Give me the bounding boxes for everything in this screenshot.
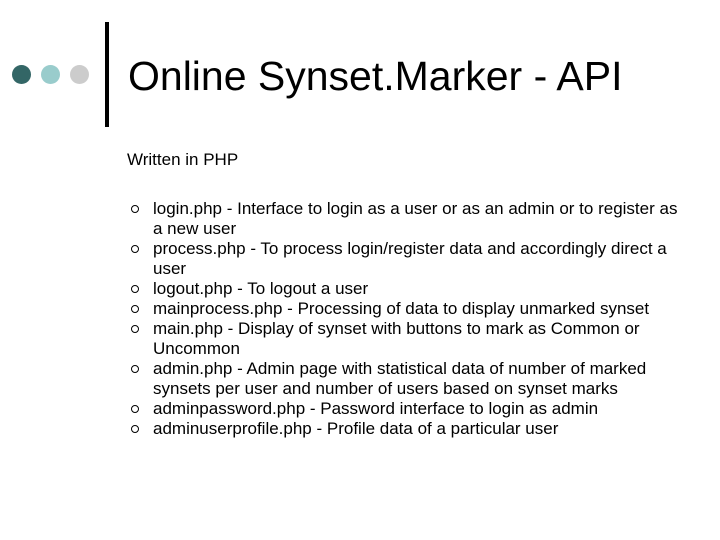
list-item [131, 279, 691, 299]
title-divider-line [105, 22, 109, 127]
list-item [131, 399, 691, 419]
list-item-text: adminpassword.php - Password interface to login as admin [153, 399, 599, 418]
slide-title: Online Synset.Marker - API [128, 53, 623, 99]
list-item-text: admin.php - Admin page with statistical data of number of marked synsets per user and number of users based on synset marks [153, 359, 647, 398]
bullet-circle-icon [131, 365, 139, 373]
decorative-dot-light [41, 65, 60, 84]
bullet-circle-icon [131, 305, 139, 313]
list-item [131, 359, 691, 399]
list-item-text: logout.php - To logout a user [153, 279, 369, 298]
decorative-dot-dark [12, 65, 31, 84]
bullet-circle-icon [131, 245, 139, 253]
list-item-text: main.php - Display of synset with buttons to mark as Common or Uncommon [153, 319, 640, 358]
list-item-text: process.php - To process login/register data and accordingly direct a user [153, 239, 667, 278]
list-item [131, 239, 691, 279]
bullet-circle-icon [131, 285, 139, 293]
bullet-circle-icon [131, 405, 139, 413]
list-item-text: adminuserprofile.php - Profile data of a particular user [153, 419, 559, 438]
list-item [131, 199, 691, 239]
bullet-circle-icon [131, 425, 139, 433]
list-item [131, 319, 691, 359]
bullet-list [131, 199, 691, 439]
list-item [131, 419, 691, 439]
list-item-text: login.php - Interface to login as a user or as an admin or to register as a new user [153, 199, 678, 238]
bullet-circle-icon [131, 205, 139, 213]
slide-subtitle: Written in PHP [127, 150, 239, 169]
bullet-circle-icon [131, 325, 139, 333]
list-item-text: mainprocess.php - Processing of data to display unmarked synset [153, 299, 650, 318]
decorative-dot-gray [70, 65, 89, 84]
list-item [131, 299, 691, 319]
